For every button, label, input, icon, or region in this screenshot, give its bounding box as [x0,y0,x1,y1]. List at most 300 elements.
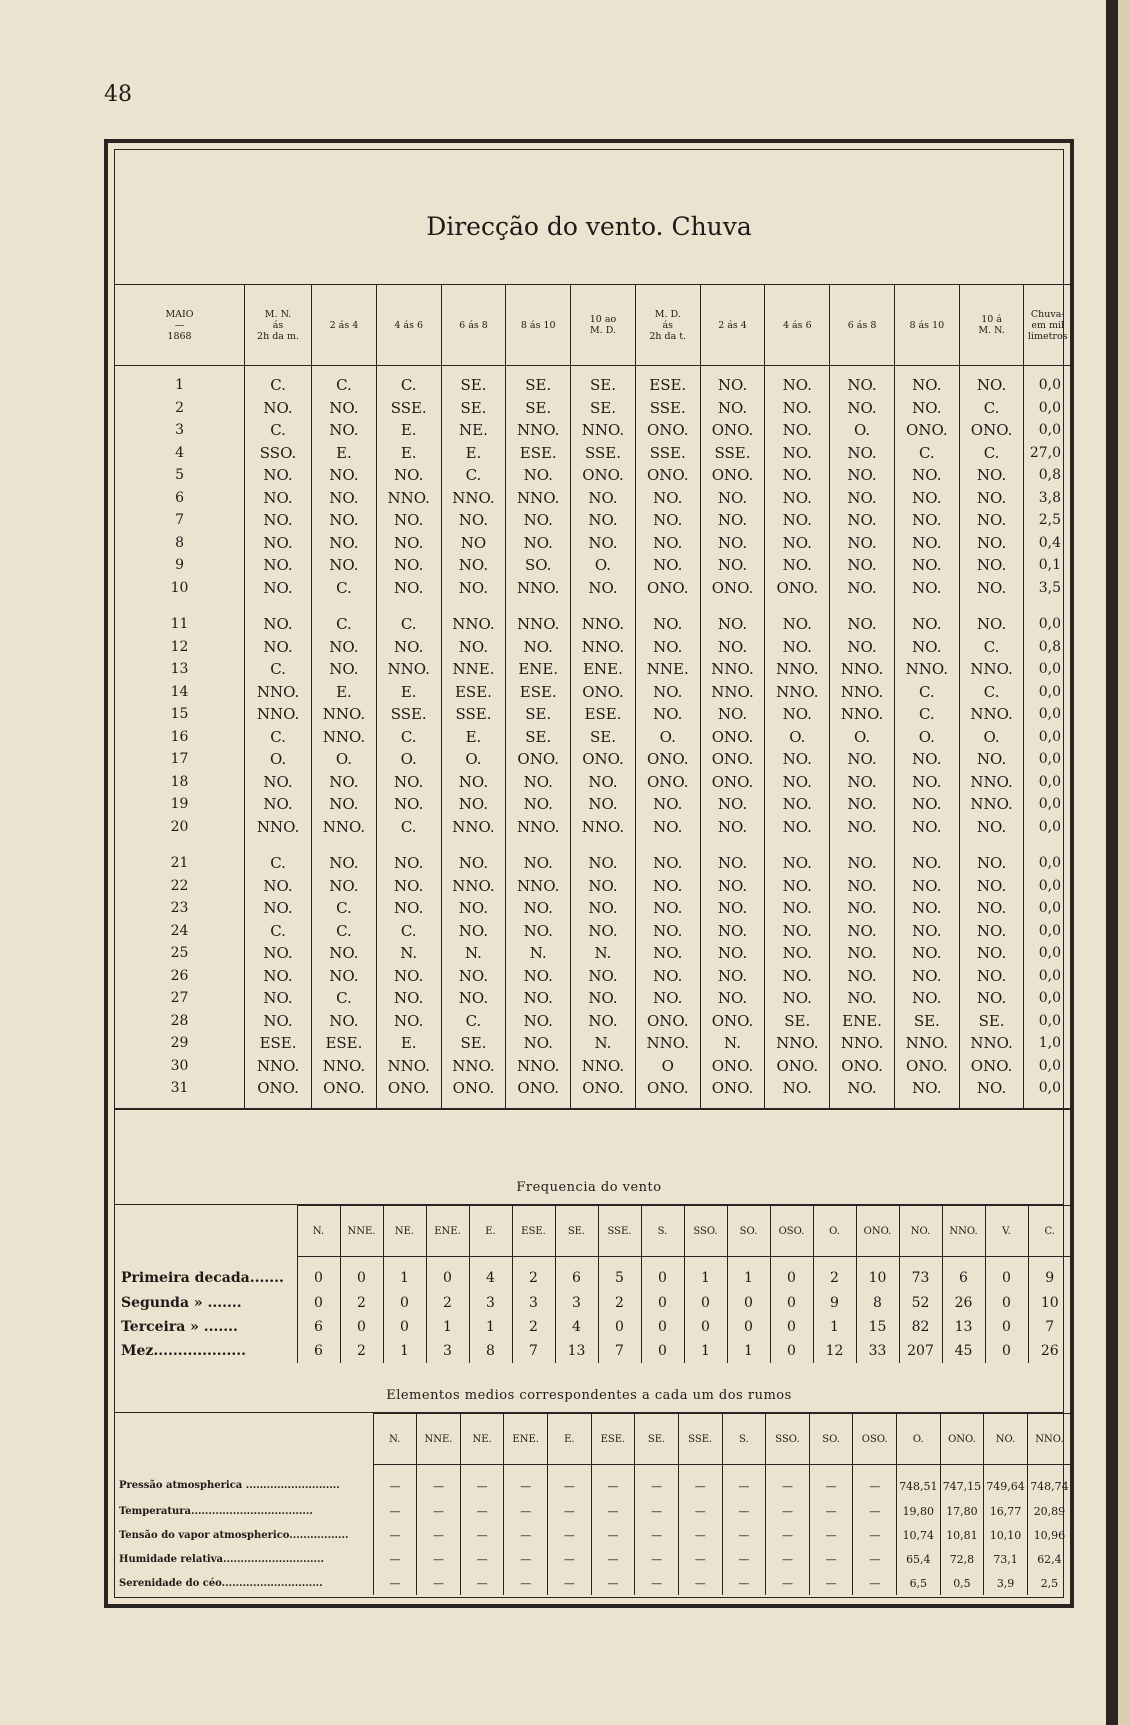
direction-header: V. [985,1206,1028,1257]
wind-cell: C. [245,726,312,749]
wind-cell: NO. [571,532,636,555]
frequency-cell: 9 [1028,1257,1071,1292]
wind-cell: NO. [700,554,765,577]
wind-cell: ONO. [245,1077,312,1109]
wind-cell: O. [830,726,895,749]
wind-cell: NNO. [506,816,571,839]
wind-cell: ONO. [635,419,700,442]
wind-cell: NO. [700,793,765,816]
frequency-cell: 26 [942,1291,985,1315]
elements-cell: — [373,1571,417,1595]
elements-cell: — [591,1523,635,1547]
wind-cell: ONO. [765,1055,830,1078]
gap-cell [115,838,245,852]
wind-cell: C. [959,681,1024,704]
table-row [115,442,1071,465]
frequency-row-label: Segunda » ....... [115,1291,297,1315]
wind-cell: NO. [245,613,312,636]
decade-gap [115,599,1071,613]
frequency-cell: 3 [512,1291,555,1315]
day-cell: 24 [170,922,189,939]
direction-header: O. [897,1414,941,1465]
table-row [115,726,1071,749]
table-row [115,793,1071,816]
table-row [115,852,1071,875]
day-cell: 27 [170,990,189,1007]
rain-cell: 3,5 [1024,577,1071,600]
frequency-cell: 1 [684,1339,727,1363]
elements-cell: — [722,1547,766,1571]
elements-label-header [115,1414,373,1465]
wind-cell: NO. [959,920,1024,943]
direction-header: SO. [727,1206,770,1257]
wind-cell: C. [312,366,377,397]
wind-cell: NO. [765,942,830,965]
elements-row-label: Humidade relativa............................. [115,1547,373,1571]
wind-cell: NO. [441,793,506,816]
wind-cell: NO. [765,987,830,1010]
table-row [115,681,1071,704]
wind-cell: NO. [830,532,895,555]
wind-cell: NNO. [830,658,895,681]
frequency-row [115,1315,1071,1339]
wind-cell: NO. [245,397,312,420]
frequency-cell: 1 [383,1257,426,1292]
wind-cell: O. [894,726,959,749]
wind-cell: NO. [894,987,959,1010]
wind-cell: NO. [312,771,377,794]
frequency-cell: 0 [598,1315,641,1339]
column-header: 10 ao M. D. [571,285,636,366]
wind-cell: E. [376,681,441,704]
wind-cell: NO. [506,897,571,920]
wind-cell: NO. [506,965,571,988]
frequency-cell: 0 [641,1315,684,1339]
frequency-cell: 10 [1028,1291,1071,1315]
wind-cell: NO. [830,987,895,1010]
wind-cell: NO. [312,875,377,898]
gap-cell [376,838,441,852]
wind-cell: NO. [765,897,830,920]
day-cell: 29 [170,1035,189,1052]
wind-cell: NO. [635,532,700,555]
wind-cell: ONO. [635,1010,700,1033]
frequency-cell: 0 [770,1257,813,1292]
wind-cell: ONO. [506,748,571,771]
wind-cell: SE. [571,366,636,397]
frequency-cell: 6 [555,1257,598,1292]
direction-header: C. [1028,1206,1071,1257]
gap-cell [506,838,571,852]
wind-cell: NO. [635,987,700,1010]
wind-cell: NNO. [765,1032,830,1055]
wind-cell: NO. [245,636,312,659]
wind-cell: NNE. [635,658,700,681]
frequency-cell: 0 [340,1315,383,1339]
column-header: 6 ás 8 [441,285,506,366]
wind-cell: C. [376,816,441,839]
direction-header: NO. [984,1414,1028,1465]
wind-cell: NO. [700,875,765,898]
table-row [115,636,1071,659]
wind-cell: NO. [959,532,1024,555]
gap-cell [571,838,636,852]
wind-cell: NO. [959,852,1024,875]
wind-cell: ONO. [700,1055,765,1078]
frequency-row-label: Terceira » ....... [115,1315,297,1339]
rain-cell: 0,0 [1024,748,1071,771]
wind-cell: NE. [441,419,506,442]
wind-cell: NO. [959,987,1024,1010]
wind-cell: NO. [765,397,830,420]
wind-cell: O. [441,748,506,771]
direction-header: ESE. [591,1414,635,1465]
frequency-cell: 10 [856,1257,899,1292]
wind-cell: NNO. [894,658,959,681]
wind-cell: C. [376,366,441,397]
frequency-cell: 13 [942,1315,985,1339]
wind-cell: NO. [441,577,506,600]
wind-cell: NO. [635,897,700,920]
frequency-cell: 3 [426,1339,469,1363]
wind-cell: NO. [959,613,1024,636]
wind-cell: SE. [441,1032,506,1055]
wind-cell: NNO. [959,1032,1024,1055]
elements-cell: — [591,1571,635,1595]
rain-cell: 0,0 [1024,397,1071,420]
elements-cell: — [504,1465,548,1500]
wind-cell: NO. [765,532,830,555]
wind-cell: NO. [635,816,700,839]
wind-cell: NO. [830,554,895,577]
day-cell: 3 [175,422,184,439]
wind-cell: N. [506,942,571,965]
gap-cell [830,838,895,852]
frequency-cell: 2 [598,1291,641,1315]
frequency-cell: 1 [383,1339,426,1363]
wind-cell: NO. [635,942,700,965]
wind-cell: ONO. [894,1055,959,1078]
rain-cell: 2,5 [1024,509,1071,532]
wind-cell: NO. [765,748,830,771]
wind-cell: NNO. [959,703,1024,726]
wind-cell: NO. [765,613,830,636]
wind-cell: NO. [441,987,506,1010]
frequency-row [115,1339,1071,1363]
mean-elements-table [115,1413,1071,1595]
table-row [115,613,1071,636]
direction-header: SSO. [766,1414,810,1465]
elements-row [115,1571,1071,1595]
wind-cell: C. [894,442,959,465]
wind-cell: ONO. [700,1077,765,1109]
wind-cell: NO. [571,920,636,943]
wind-cell: ONO. [635,771,700,794]
frequency-cell: 0 [684,1291,727,1315]
frequency-cell: 0 [297,1257,340,1292]
frequency-cell: 33 [856,1339,899,1363]
elements-cell: — [853,1571,897,1595]
rain-cell: 0,0 [1024,726,1071,749]
rain-cell: 0,0 [1024,987,1071,1010]
wind-cell: NNO. [441,1055,506,1078]
gap-cell [1024,838,1071,852]
elements-cell: 73,1 [984,1547,1028,1571]
frequency-row-label: Mez................... [115,1339,297,1363]
wind-cell: NO. [765,793,830,816]
day-cell: 7 [175,512,184,529]
wind-cell: NO. [959,942,1024,965]
elements-row-label: Temperatura................................... [115,1499,373,1523]
column-header: 2 ás 4 [312,285,377,366]
wind-cell: NO. [765,816,830,839]
wind-cell: NO. [894,875,959,898]
wind-cell: NO. [765,771,830,794]
elements-caption: Elementos medios correspondentes a cada um dos rumos [386,1388,792,1403]
wind-cell: N. [700,1032,765,1055]
direction-header: N. [373,1414,417,1465]
rain-cell: 3,8 [1024,487,1071,510]
wind-cell: NNO. [506,487,571,510]
wind-cell: NO. [245,509,312,532]
rain-cell: 0,0 [1024,852,1071,875]
wind-cell: NO. [571,793,636,816]
wind-cell: ONO. [700,771,765,794]
wind-cell: NNO. [245,681,312,704]
wind-cell: SSE. [635,442,700,465]
wind-cell: O [635,1055,700,1078]
frequency-cell: 2 [340,1291,383,1315]
wind-cell: NNO. [376,487,441,510]
frequency-row [115,1257,1071,1292]
wind-cell: O. [959,726,1024,749]
wind-cell: C. [441,464,506,487]
frequency-cell: 0 [727,1291,770,1315]
frequency-cell: 1 [813,1315,856,1339]
elements-cell: 749,64 [984,1465,1028,1500]
wind-cell: NO. [894,532,959,555]
wind-cell: SE. [506,726,571,749]
frequency-cell: 0 [297,1291,340,1315]
elements-cell: — [766,1499,810,1523]
elements-cell: — [635,1547,679,1571]
wind-cell: N. [441,942,506,965]
day-cell: 21 [170,855,189,872]
wind-cell: NO. [830,1077,895,1109]
frequency-cell: 2 [512,1257,555,1292]
wind-cell: C. [245,920,312,943]
frequency-cell: 0 [770,1291,813,1315]
frequency-cell: 0 [985,1339,1028,1363]
rain-cell: 0,0 [1024,816,1071,839]
wind-cell: E. [376,442,441,465]
direction-header: N. [297,1206,340,1257]
wind-cell: C. [959,442,1024,465]
table-row [115,965,1071,988]
table-row [115,1055,1071,1078]
elements-cell: — [548,1499,592,1523]
wind-cell: NNE. [441,658,506,681]
wind-cell: ONO. [571,681,636,704]
wind-cell: E. [312,681,377,704]
elements-cell: — [809,1523,853,1547]
wind-cell: C. [441,1010,506,1033]
day-cell: 2 [175,399,184,416]
wind-cell: O. [635,726,700,749]
frequency-cell: 4 [469,1257,512,1292]
frequency-cell: 3 [469,1291,512,1315]
wind-cell: NO. [245,875,312,898]
direction-header: S. [641,1206,684,1257]
wind-cell: NNO. [506,613,571,636]
wind-cell: NO. [571,987,636,1010]
elements-cell: — [766,1465,810,1500]
table-row [115,816,1071,839]
wind-cell: NO. [376,852,441,875]
day-cell: 19 [170,796,189,813]
wind-cell: NO. [571,487,636,510]
direction-header: SE. [635,1414,679,1465]
column-header: 4 ás 6 [376,285,441,366]
wind-cell: NO. [959,816,1024,839]
wind-cell: NO. [830,509,895,532]
wind-cell: NO. [765,419,830,442]
wind-cell: NO. [894,793,959,816]
gap-cell [959,838,1024,852]
wind-cell: ONO. [506,1077,571,1109]
wind-cell: NNO. [245,816,312,839]
wind-cell: NO. [245,897,312,920]
gap-cell [765,838,830,852]
table-frame [104,139,1074,1608]
wind-cell: NO. [700,613,765,636]
direction-header: S. [722,1414,766,1465]
wind-cell: NO. [700,897,765,920]
frequency-cell: 1 [684,1257,727,1292]
frequency-cell: 1 [727,1257,770,1292]
frequency-row [115,1291,1071,1315]
column-header: 8 ás 10 [894,285,959,366]
rain-cell: 1,0 [1024,1032,1071,1055]
wind-cell: NO. [376,793,441,816]
frequency-cell: 0 [426,1257,469,1292]
wind-cell: NO. [830,366,895,397]
wind-cell: NNO. [312,1055,377,1078]
wind-cell: NO. [765,554,830,577]
wind-cell: NNO. [959,658,1024,681]
wind-cell: NO. [635,613,700,636]
wind-cell: NO. [765,920,830,943]
frequency-cell: 5 [598,1257,641,1292]
elements-cell: — [766,1547,810,1571]
wind-cell: NO. [894,464,959,487]
wind-cell: NO. [959,1077,1024,1109]
table-inner-frame [114,149,1069,1598]
wind-cell: NO. [376,509,441,532]
wind-cell: E. [441,726,506,749]
wind-cell: SE. [441,397,506,420]
elements-cell: — [548,1465,592,1500]
wind-cell: NO. [571,897,636,920]
wind-cell: NO. [312,419,377,442]
wind-cell: C. [376,613,441,636]
wind-cell: ONO. [376,1077,441,1109]
wind-cell: NO. [441,920,506,943]
wind-cell: NNO. [506,875,571,898]
wind-cell: ONO. [700,419,765,442]
wind-cell: NO. [830,942,895,965]
wind-cell: NO. [376,636,441,659]
wind-cell: NO. [700,920,765,943]
wind-cell: SE. [894,1010,959,1033]
direction-header: OSO. [770,1206,813,1257]
elements-cell: — [853,1499,897,1523]
elements-cell: — [678,1547,722,1571]
wind-cell: NO. [376,897,441,920]
direction-header: NNO. [942,1206,985,1257]
wind-cell: NO. [765,703,830,726]
table-row [115,366,1071,397]
wind-cell: NNO. [571,613,636,636]
direction-header: ESE. [512,1206,555,1257]
wind-cell: NO. [959,464,1024,487]
elements-cell: 6,5 [897,1571,941,1595]
elements-cell: — [766,1571,810,1595]
wind-cell: NNO. [700,681,765,704]
wind-cell: NO. [959,965,1024,988]
wind-cell: O. [571,554,636,577]
frequency-cell: 3 [555,1291,598,1315]
wind-cell: NO. [245,1010,312,1033]
table-row [115,1077,1071,1109]
rain-cell: 0,8 [1024,636,1071,659]
elements-cell: — [635,1523,679,1547]
wind-cell: NNO. [571,816,636,839]
gap-cell [441,838,506,852]
elements-cell: — [809,1465,853,1500]
wind-cell: ONO. [635,464,700,487]
frequency-cell: 26 [1028,1339,1071,1363]
wind-cell: E. [376,1032,441,1055]
direction-header: NE. [383,1206,426,1257]
wind-cell: NO. [245,464,312,487]
wind-cell: C. [245,419,312,442]
wind-cell: ONO. [571,748,636,771]
frequency-cell: 2 [813,1257,856,1292]
day-cell: 9 [175,557,184,574]
wind-cell: NO. [376,875,441,898]
elements-cell: — [548,1571,592,1595]
wind-cell: ONO. [700,1010,765,1033]
wind-cell: C. [312,920,377,943]
frequency-cell: 45 [942,1339,985,1363]
elements-cell: — [504,1523,548,1547]
wind-cell: NO. [894,636,959,659]
elements-row-label: Pressão atmospherica ........................... [115,1465,373,1500]
wind-cell: ONO. [635,577,700,600]
elements-cell: — [722,1571,766,1595]
rain-cell: 0,0 [1024,419,1071,442]
column-header: M. D. ás 2h da t. [635,285,700,366]
elements-cell: — [460,1547,504,1571]
wind-cell: C. [245,658,312,681]
wind-cell: NNO. [376,658,441,681]
direction-header: NE. [460,1414,504,1465]
elements-cell: — [460,1523,504,1547]
wind-cell: NO. [894,487,959,510]
wind-frequency-table [115,1205,1071,1363]
frequency-cell: 0 [383,1315,426,1339]
